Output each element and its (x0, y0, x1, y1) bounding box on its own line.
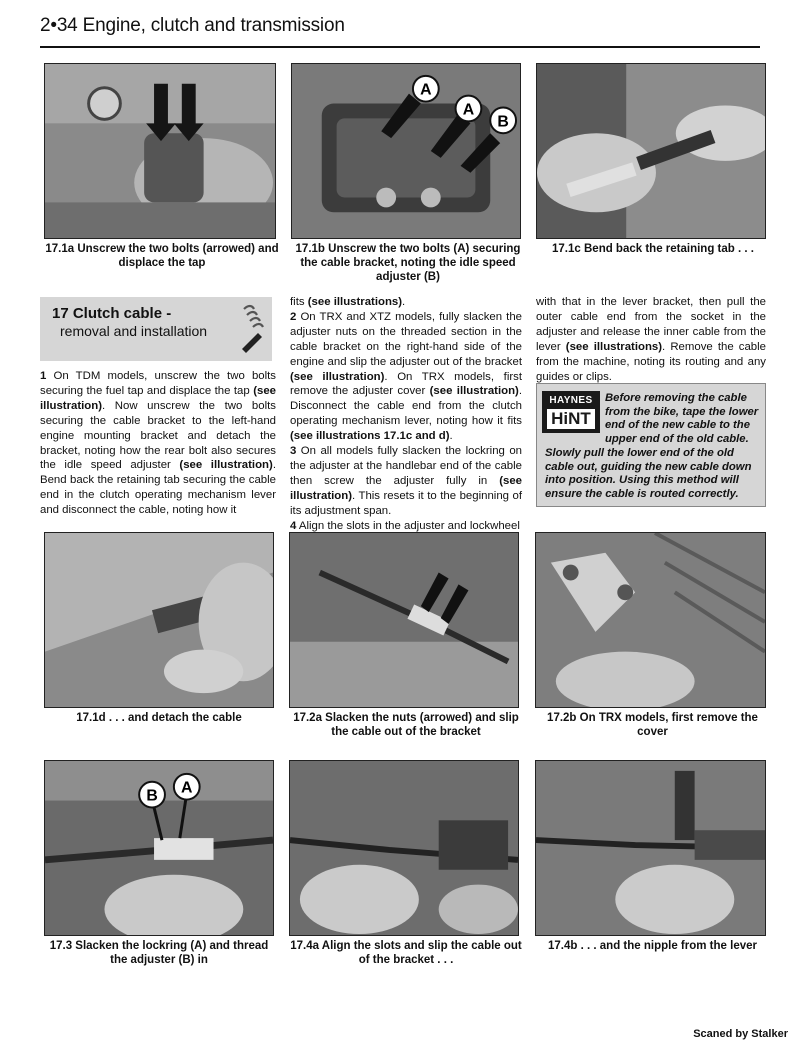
label-a: A (181, 779, 193, 797)
photo-17-1c (536, 63, 766, 239)
body-column-3 (536, 295, 766, 384)
scan-credit: Scaned by Stalker (693, 1028, 788, 1040)
paragraph-3: 3 On all models fully slacken the lockring on the adjuster at the handlebar end of the cable then screw the adjuster fully in (see illustration). This resets it to the beginning of its adjustment span. (290, 445, 522, 517)
label-a1: A (420, 81, 432, 99)
page-header (40, 12, 760, 48)
paragraph-2: 2 On TRX and XTZ models, fully slacken the adjuster nuts on the threaded section in the cable bracket on the right-hand side of the engine and slip the adjuster out of the bracket (see illustration). On TRX models, first remove the adjuster cover (see illustration). Disconnect the cable end from the clutch operating mechanism lever, noting how it fits (see illustrations 17.1c and d). (290, 310, 522, 443)
paragraph-4-cont: with that in the lever bracket, then pull the outer cable end from the socket in the adjuster and release the inner cable from the lever (see illustrations). Remove the cable from the machine, noting its routing and any guides or clips. (536, 296, 766, 383)
caption-17-2b: 17.2b On TRX models, first remove the cover (547, 712, 758, 738)
caption-17-2a: 17.2a Slacken the nuts (arrowed) and slip the cable out of the bracket (293, 712, 519, 738)
paragraph-1-cont: fits (see illustrations). (290, 296, 406, 308)
section-subtitle: removal and installation (60, 323, 208, 339)
photo-17-2a (289, 532, 519, 708)
page-title: 2•34 Engine, clutch and transmission (40, 15, 345, 36)
section-heading (40, 297, 272, 361)
photo-17-1b (291, 63, 521, 239)
photo-17-1a (44, 63, 276, 239)
label-b: B (497, 113, 509, 131)
label-a2: A (462, 101, 475, 119)
body-column-1 (40, 369, 276, 518)
caption-17-1d: 17.1d . . . and detach the cable (76, 712, 242, 724)
photo-17-3 (44, 760, 274, 936)
caption-17-1c: 17.1c Bend back the retaining tab . . . (552, 243, 754, 255)
haynes-hint-logo: HAYNES HiNT (542, 391, 600, 433)
caption-17-1b: 17.1b Unscrew the two bolts (A) securing the cable bracket, noting the idle speed adjuster (B) (295, 243, 521, 283)
photo-17-4a (289, 760, 519, 936)
caption-17-1a: 17.1a Unscrew the two bolts (arrowed) and displace the tap (45, 243, 279, 269)
section-title: 17 Clutch cable - (52, 305, 172, 322)
photo-17-4b (535, 760, 766, 936)
hint-text: Before removing the cable from the bike, tape the lower end of the new cable to the upper end of the old cable. Slowly pull the lower end of the old cable out, guiding the new cable down into position. Using this method will ensure the cable is routed correctly. (545, 392, 759, 500)
paragraph-4: 4 Align the slots in the adjuster and lockwheel (290, 519, 520, 532)
photo-17-2b (535, 532, 766, 708)
caption-17-4b: 17.4b . . . and the nipple from the lever (548, 940, 757, 952)
body-column-2 (290, 295, 522, 534)
caption-17-4a: 17.4a Align the slots and slip the cable out of the bracket . . . (290, 940, 522, 966)
caption-17-3: 17.3 Slacken the lockring (A) and thread the adjuster (B) in (49, 940, 269, 966)
photo-17-1d (44, 532, 274, 708)
paragraph-1: 1 On TDM models, unscrew the two bolts securing the fuel tap and displace the tap (see illustration). Now unscrew the two bolts securing the cable bracket to the left-hand engine mounting bracket and detach the bracket, noting how the rear bolt also secures the idle speed adjuster (see illustration). Bend back the retaining tab securing the cable end in the clutch operating mechanism lever and disconnect the cable, noting how it (40, 370, 276, 517)
haynes-hint-box (536, 383, 766, 507)
label-b: B (146, 787, 158, 805)
spanner-icon (238, 303, 266, 355)
